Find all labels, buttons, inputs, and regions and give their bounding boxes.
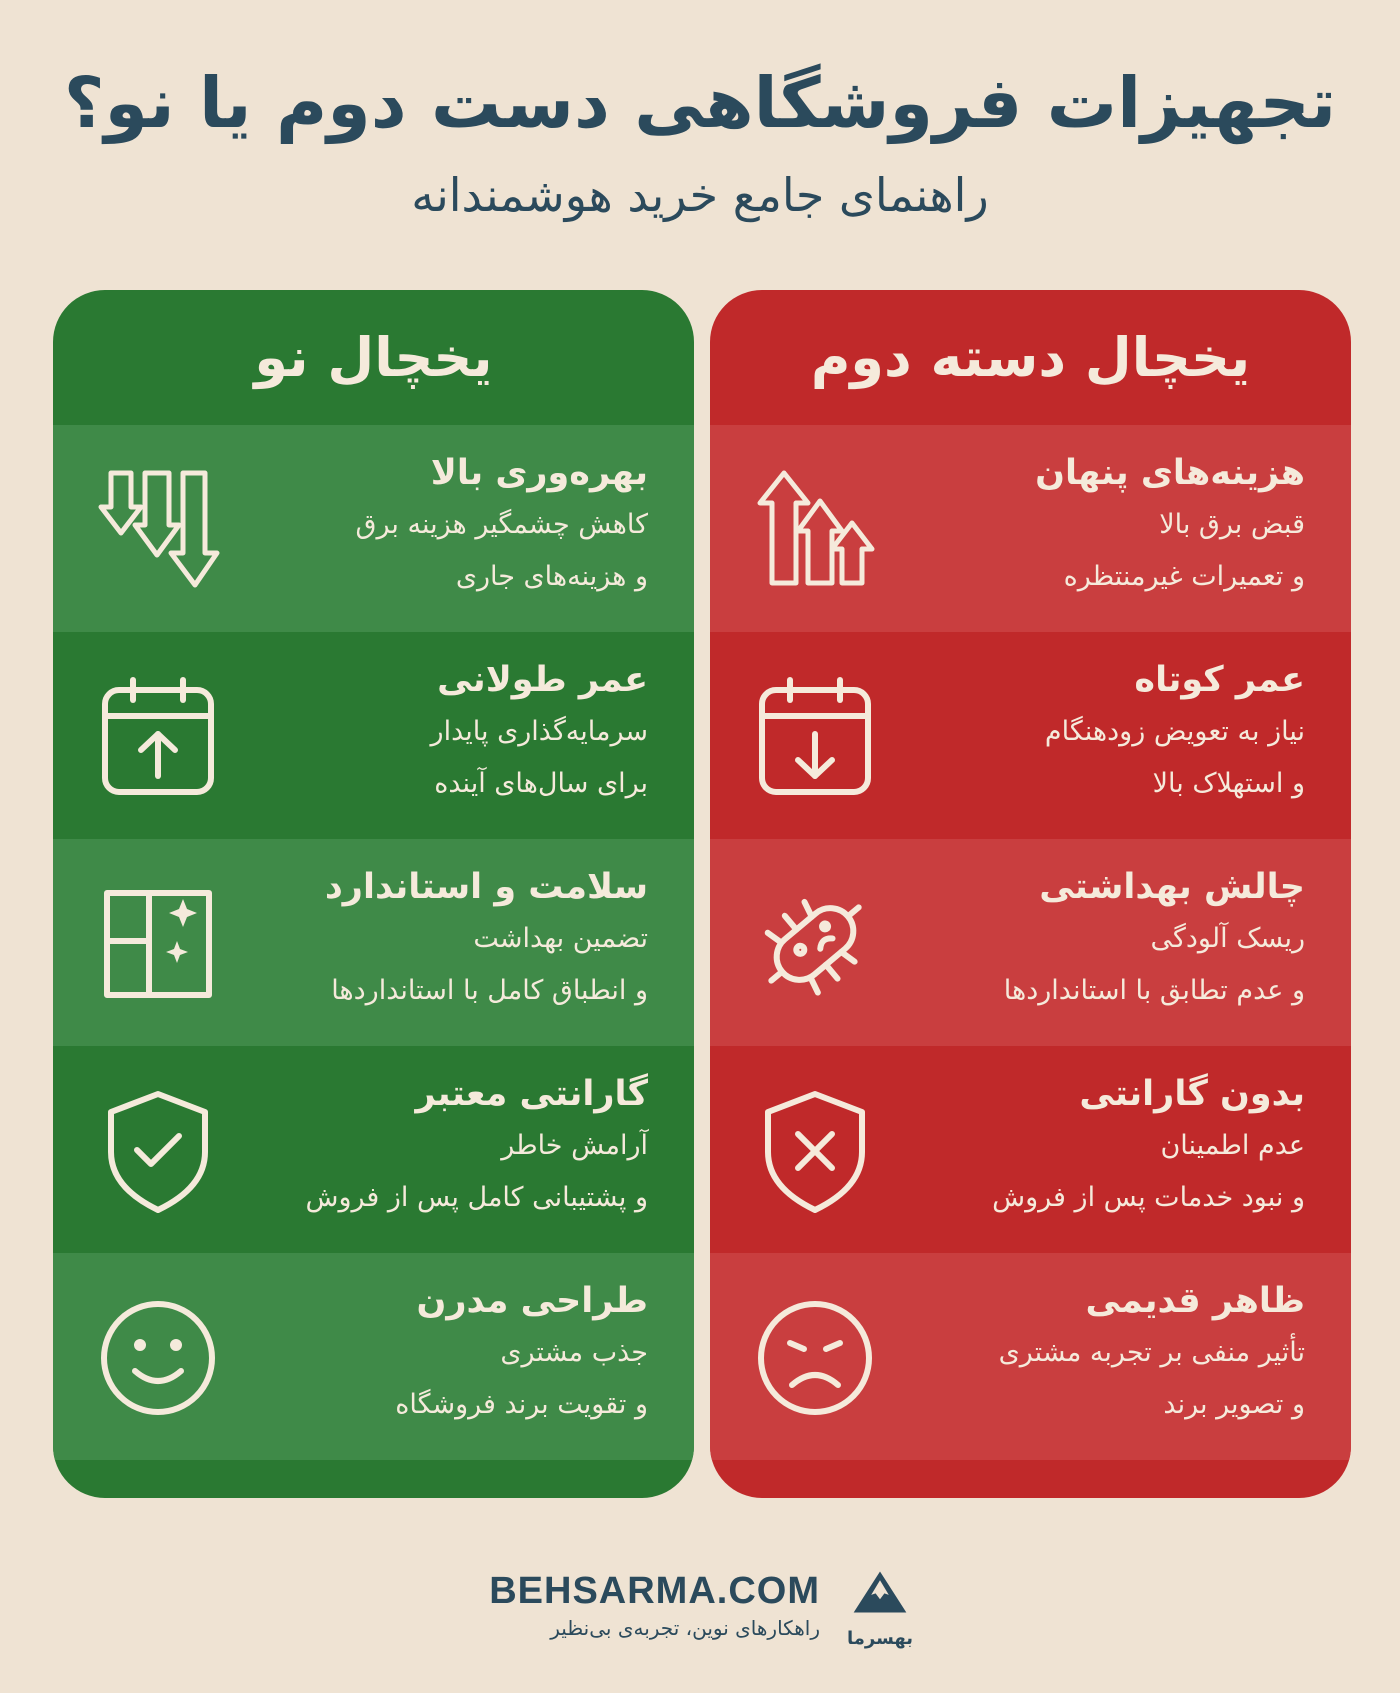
bacteria-icon [750,879,880,1009]
new-fridge-heading: یخچال نو [254,326,493,389]
item-line: جذب مشتری [500,1337,648,1368]
item-line: تأثیر منفی بر تجربه مشتری [998,1337,1305,1368]
shield-x-icon [750,1086,880,1216]
item-line: و تعمیرات غیرمنتظره [1063,561,1305,592]
item-line: و هزینه‌های جاری [455,561,648,592]
footer [470,1570,980,1670]
item-line: و تقویت برند فروشگاه [395,1389,648,1420]
item-line: سرمایه‌گذاری پایدار [430,716,648,747]
logo-text: بهسرما [846,1628,914,1649]
arrows-down-icon [93,465,223,595]
item-line: و عدم تطابق با استانداردها [1003,975,1305,1006]
used-item-hygiene [710,839,1351,1046]
item-line: کاهش چشمگیر هزینه برق [355,509,648,540]
calendar-up-icon [93,672,223,802]
page-title: تجهیزات فروشگاهی دست دوم یا نو؟ [63,62,1337,144]
new-fridge-panel [53,290,694,1498]
item-line: و نبود خدمات پس از فروش [992,1182,1305,1213]
smile-face-icon [93,1293,223,1423]
brand-url[interactable]: BEHSARMA.COM [489,1570,820,1612]
used-item-hidden-costs [710,425,1351,632]
item-line: قبض برق بالا [1159,509,1305,540]
item-title: سلامت و استاندارد [324,867,648,907]
item-line: نیاز به تعویض زودهنگام [1044,716,1305,747]
item-line: تضمین بهداشت [473,923,648,954]
item-line: ریسک آلودگی [1150,923,1305,954]
item-line: و تصویر برند [1163,1389,1305,1420]
item-title: ظاهر قدیمی [1085,1281,1305,1321]
shield-check-icon [93,1086,223,1216]
sad-face-icon [750,1293,880,1423]
brand-tagline: راهکارهای نوین، تجربه‌ی بی‌نظیر [550,1616,820,1640]
used-item-no-warranty [710,1046,1351,1253]
new-item-warranty [53,1046,694,1253]
item-line: برای سال‌های آینده [434,768,648,799]
new-item-long-life [53,632,694,839]
page-subtitle: راهنمای جامع خرید هوشمندانه [411,168,989,222]
used-item-old-look [710,1253,1351,1460]
item-line: آرامش خاطر [501,1130,648,1161]
item-title: طراحی مدرن [416,1281,648,1321]
used-fridge-panel [710,290,1351,1498]
new-item-health [53,839,694,1046]
item-title: هزینه‌های پنهان [1035,453,1305,493]
item-title: عمر طولانی [437,660,648,700]
new-item-modern-design [53,1253,694,1460]
item-title: بهره‌وری بالا [430,453,648,493]
item-line: و استهلاک بالا [1152,768,1305,799]
item-title: چالش بهداشتی [1039,867,1305,907]
calendar-down-icon [750,672,880,802]
item-title: بدون گارانتی [1079,1074,1305,1114]
arrows-up-icon [750,465,880,595]
item-line: و انطباق کامل با استانداردها [331,975,648,1006]
used-fridge-heading: یخچال دسته دوم [810,326,1251,389]
clean-window-icon [93,879,223,1009]
used-item-short-life [710,632,1351,839]
item-line: عدم اطمینان [1160,1130,1305,1161]
item-title: گارانتی معتبر [415,1074,648,1114]
item-title: عمر کوتاه [1134,660,1305,700]
new-item-efficiency [53,425,694,632]
item-line: و پشتیبانی کامل پس از فروش [305,1182,648,1213]
